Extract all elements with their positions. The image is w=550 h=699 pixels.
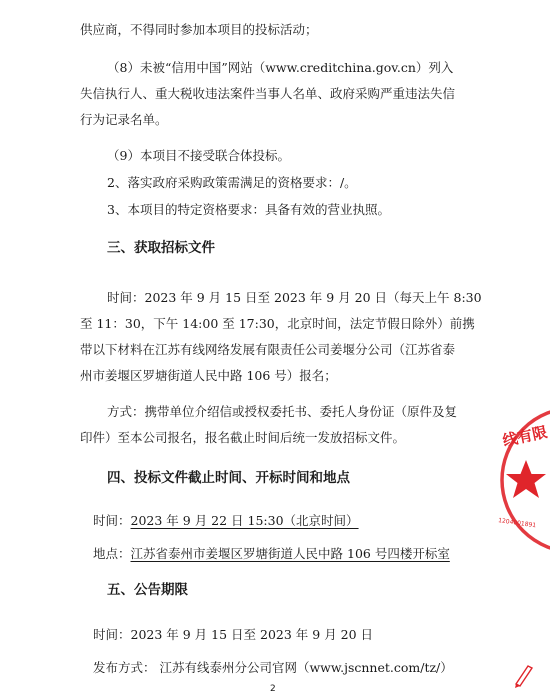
pen-mark-icon	[512, 662, 536, 690]
body-line: 行为记录名单。	[80, 112, 168, 127]
body-line: 方式：携带单位介绍信或授权委托书、委托人身份证（原件及复	[107, 404, 458, 419]
body-line: 时间：2023 年 9 月 15 日至 2023 年 9 月 20 日（每天上午 8:30	[107, 290, 482, 305]
page-number: 2	[270, 684, 276, 694]
body-line: 供应商，不得同时参加本项目的投标活动；	[80, 22, 318, 37]
body-line: 带以下材料在江苏有线网络发展有限责任公司姜堰分公司（江苏省泰	[80, 342, 456, 357]
deadline-label: 时间：	[93, 513, 131, 528]
svg-text:1204001891: 1204001891	[497, 517, 537, 530]
section-heading: 五、公告期限	[107, 582, 188, 598]
svg-text:线有限: 线有限	[501, 422, 549, 450]
deadline-line	[93, 513, 359, 529]
deadline-value: 2023 年 9 月 22 日 15:30（北京时间）	[130, 513, 359, 528]
body-line: 2、落实政府采购政策需满足的资格要求：/。	[107, 175, 357, 190]
body-line: 失信执行人、重大税收违法案件当事人名单、政府采购严重违法失信	[80, 86, 456, 101]
body-line: 时间：2023 年 9 月 15 日至 2023 年 9 月 20 日	[93, 627, 374, 642]
body-line: 州市姜堰区罗塘街道人民中路 106 号）报名；	[80, 368, 337, 383]
body-line: （9）本项目不接受联合体投标。	[107, 148, 290, 163]
location-value: 江苏省泰州市姜堰区罗塘街道人民中路 106 号四楼开标室	[130, 546, 450, 561]
body-line: 至 11：30，下午 14:00 至 17:30，北京时间，法定节假日除外）前携	[80, 316, 475, 331]
location-label: 地点：	[93, 546, 131, 561]
body-line: （8）未被“信用中国”网站（www.creditchina.gov.cn）列入	[107, 60, 454, 75]
body-line: 3、本项目的特定资格要求：具备有效的营业执照。	[107, 202, 390, 217]
body-line: 发布方式： 江苏有线泰州分公司官网（www.jscnnet.com/tz/）	[93, 660, 453, 675]
company-seal-stamp	[496, 410, 550, 560]
location-line	[93, 546, 450, 562]
section-heading: 三、获取招标文件	[107, 240, 215, 256]
body-line: 印件）至本公司报名，报名截止时间后统一发放招标文件。	[80, 430, 406, 445]
section-heading: 四、投标文件截止时间、开标时间和地点	[107, 470, 350, 486]
